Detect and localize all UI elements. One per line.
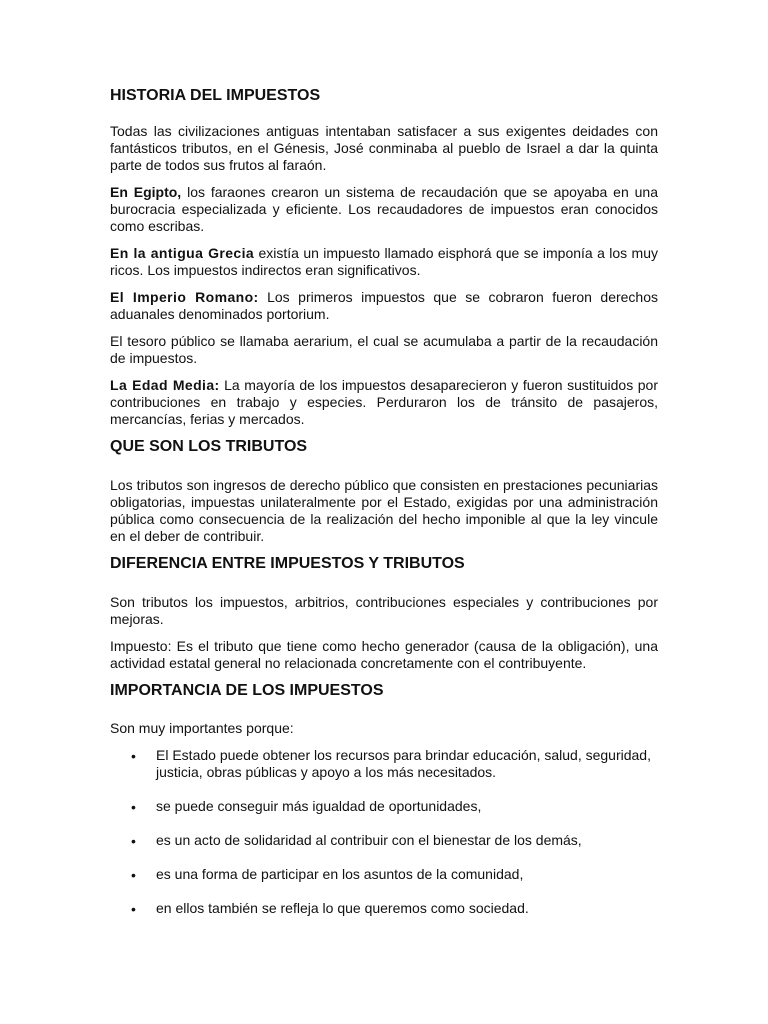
heading-diferencia: DIFERENCIA ENTRE IMPUESTOS Y TRIBUTOS: [110, 555, 465, 572]
egypt-text: los faraones crearon un sistema de recaudación que se apoyaba en una burocracia especializada y eficiente. Los recaudadores de impuestos eran conocidos como escribas.: [110, 184, 658, 234]
importancia-list: [110, 747, 658, 917]
treasury-paragraph: El tesoro público se llamaba aerarium, el cual se acumulaba a partir de la recaudación de impuestos.: [110, 333, 658, 366]
bullet-icon: •: [131, 833, 136, 849]
impuesto-definition-paragraph: Impuesto: Es el tributo que tiene como hecho generador (causa de la obligación), una actividad estatal general no relacionada concretamente con el contribuyente.: [110, 638, 658, 671]
list-item-text: en ellos también se refleja lo que queremos como sociedad.: [156, 900, 529, 916]
greece-paragraph: [110, 245, 658, 279]
intro-paragraph: Todas las civilizaciones antiguas intentaban satisfacer a sus exigentes deidades con fantásticos tributos, en el Génesis, José conminaba al pueblo de Israel a dar la quinta parte de todos sus frutos al faraón.: [110, 123, 658, 173]
list-item: [110, 832, 658, 849]
rome-text: Los primeros impuestos que se cobraron fueron derechos aduanales denominados portorium.: [110, 289, 659, 322]
bullet-icon: •: [131, 748, 136, 764]
rome-lead: El Imperio Romano:: [110, 289, 259, 305]
egypt-lead: En Egipto,: [110, 184, 182, 200]
diferencia-paragraph: Son tributos los impuestos, arbitrios, contribuciones especiales y contribuciones por mejoras.: [110, 594, 658, 627]
heading-importancia: IMPORTANCIA DE LOS IMPUESTOS: [110, 682, 384, 699]
bullet-icon: •: [131, 867, 136, 883]
importancia-intro: Son muy importantes porque:: [110, 720, 294, 736]
greece-text: existía un impuesto llamado eisphorá que se imponía a los muy ricos. Los impuestos indirectos eran significativos.: [110, 245, 658, 278]
medieval-paragraph: [110, 377, 658, 428]
medieval-lead: La Edad Media:: [110, 377, 220, 393]
greece-lead: En la antigua Grecia: [110, 245, 255, 261]
document-title: HISTORIA DEL IMPUESTOS: [110, 87, 321, 104]
heading-tributos: QUE SON LOS TRIBUTOS: [110, 438, 308, 455]
list-item-text: se puede conseguir más igualdad de oportunidades,: [156, 798, 482, 814]
medieval-text: La mayoría de los impuestos desaparecieron y fueron sustituidos por contribuciones en trabajo y especies. Perduraron los de tránsito de pasajeros, mercancías, ferias y mercados.: [110, 377, 658, 427]
bullet-icon: •: [131, 901, 136, 917]
list-item: [110, 747, 658, 781]
egypt-paragraph: [110, 184, 658, 235]
tributos-paragraph: Los tributos son ingresos de derecho público que consisten en prestaciones pecuniarias obligatorias, impuestas unilateralmente por el Estado, exigidas por una administración pública como consecuencia de la realización del hecho imponible al que la ley vincule en el deber de contribuir.: [110, 477, 658, 544]
list-item: [110, 866, 658, 883]
list-item-text: es una forma de participar en los asuntos de la comunidad,: [156, 866, 524, 882]
list-item: [110, 798, 658, 815]
list-item-text: es un acto de solidaridad al contribuir con el bienestar de los demás,: [156, 832, 582, 848]
bullet-icon: •: [131, 799, 136, 815]
list-item-text: El Estado puede obtener los recursos para brindar educación, salud, seguridad, justicia, obras públicas y apoyo a los más necesitados.: [156, 747, 651, 780]
rome-paragraph: [110, 289, 658, 323]
list-item: [110, 900, 658, 917]
